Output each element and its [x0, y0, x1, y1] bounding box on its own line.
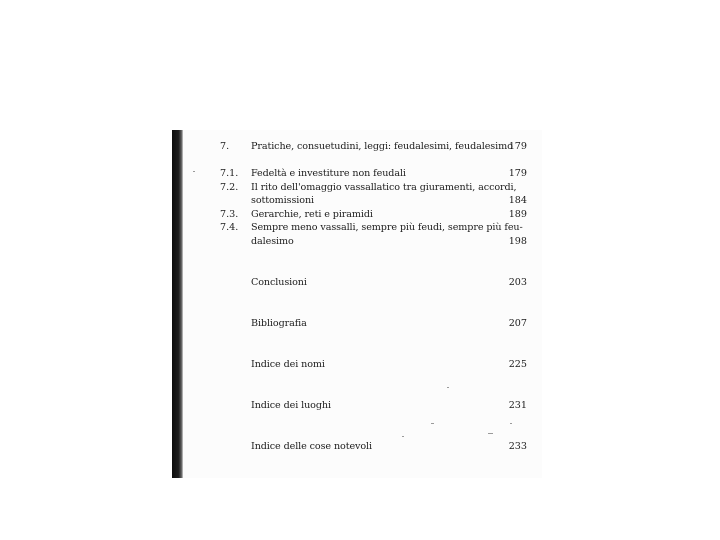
section-page: 198: [508, 236, 527, 247]
chapter-title: Pratiche, consuetudini, leggi: feudalesimi, feudalesimo: [251, 141, 513, 152]
section-page: 179: [508, 168, 527, 179]
backmatter-page: 225: [508, 359, 527, 370]
scan-speckle: [193, 171, 195, 172]
section-title: Gerarchie, reti e piramidi: [251, 209, 373, 220]
section-number: 7.4.: [220, 222, 239, 233]
backmatter-page: 233: [508, 441, 527, 452]
section-page: 189: [508, 209, 527, 220]
chapter-page: 179: [508, 141, 527, 152]
section-title-continued: sottomissioni: [251, 195, 314, 206]
scan-speckle: [488, 433, 493, 434]
backmatter-page: 207: [508, 318, 527, 329]
scan-speckle: [510, 423, 512, 424]
section-title: Il rito dell'omaggio vassallatico tra giuramenti, accordi,: [251, 182, 517, 193]
book-spine-shadow: [172, 130, 183, 478]
scan-speckle: [402, 436, 404, 437]
section-number: 7.1.: [220, 168, 239, 179]
section-number: 7.3.: [220, 209, 239, 220]
backmatter-title: Indice dei nomi: [251, 359, 325, 370]
section-title-continued: dalesimo: [251, 236, 294, 247]
section-title: Fedeltà e investiture non feudali: [251, 168, 406, 179]
backmatter-title: Conclusioni: [251, 277, 307, 288]
scan-speckle: [431, 423, 434, 424]
scan-speckle: [447, 387, 449, 388]
backmatter-page: 231: [508, 400, 527, 411]
section-page: 184: [508, 195, 527, 206]
backmatter-page: 203: [508, 277, 527, 288]
section-number: 7.2.: [220, 182, 239, 193]
backmatter-title: Indice delle cose notevoli: [251, 441, 372, 452]
section-title: Sempre meno vassalli, sempre più feudi, sempre più feu-: [251, 222, 523, 233]
backmatter-title: Indice dei luoghi: [251, 400, 331, 411]
backmatter-title: Bibliografia: [251, 318, 307, 329]
chapter-number: 7.: [220, 141, 230, 152]
